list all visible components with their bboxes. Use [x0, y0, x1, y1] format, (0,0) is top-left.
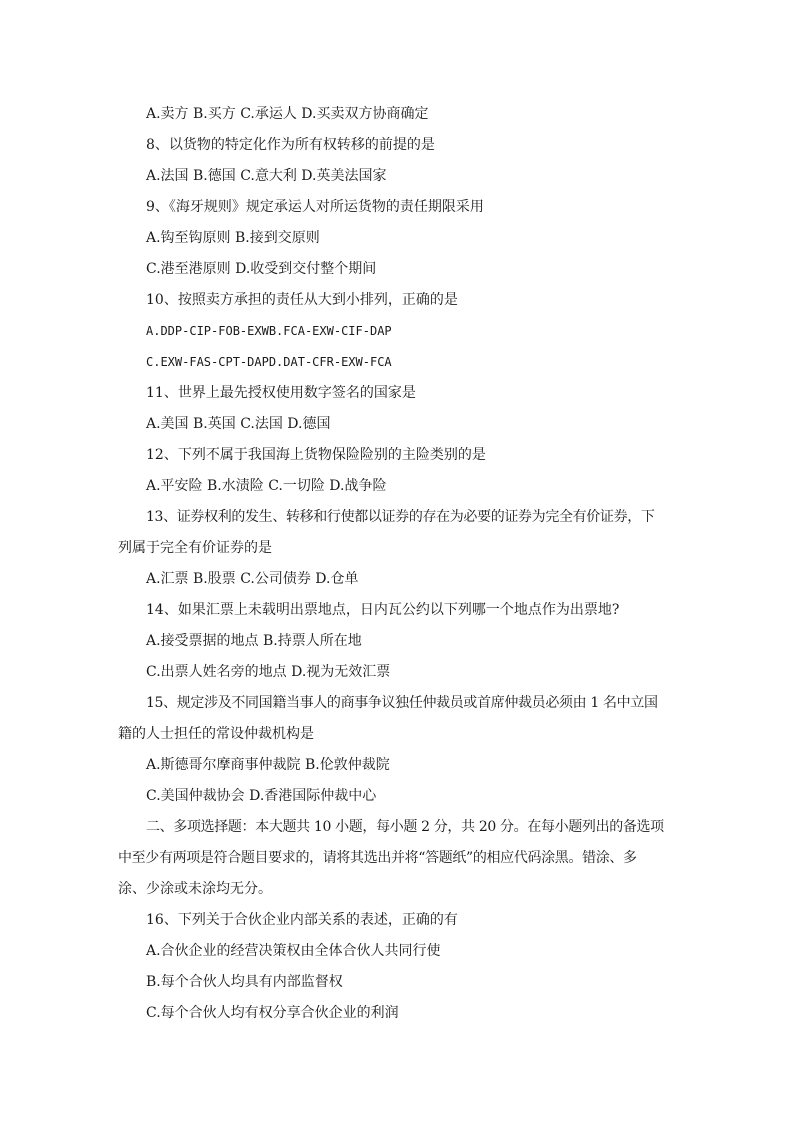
question-15-line-1: 15、规定涉及不同国籍当事人的商事争议独任仲裁员或首席仲裁员必须由 1 名中立国: [146, 695, 658, 711]
answer-options-q12: A.平安险 B.水渍险 C.一切险 D.战争险: [146, 478, 387, 494]
answer-options-q9-ab: A.钩至钩原则 B.接到交原则: [146, 230, 320, 246]
answer-options-q10-cd: C.EXW-FAS-CPT-DAPD.DAT-CFR-EXW-FCA: [146, 355, 392, 369]
answer-options-q15-ab: A.斯德哥尔摩商事仲裁院 B.伦敦仲裁院: [146, 757, 390, 773]
answer-option-q16-a: A.合伙企业的经营决策权由全体合伙人共同行使: [146, 943, 441, 959]
question-8: 8、以货物的特定化作为所有权转移的前提的是: [146, 137, 435, 153]
question-11: 11、世界上最先授权使用数字签名的国家是: [146, 385, 416, 401]
question-14: 14、如果汇票上未载明出票地点，日内瓦公约以下列哪一个地点作为出票地?: [146, 602, 620, 618]
answer-options-q8: A.法国 B.德国 C.意大利 D.英美法国家: [146, 168, 387, 184]
question-16: 16、下列关于合伙企业内部关系的表述，正确的有: [146, 912, 458, 928]
answer-option-q16-c: C.每个合伙人均有权分享合伙企业的利润: [146, 1005, 399, 1021]
answer-option-q16-b: B.每个合伙人均具有内部监督权: [146, 974, 343, 990]
answer-options-q10-ab: A.DDP-CIP-FOB-EXWB.FCA-EXW-CIF-DAP: [146, 324, 392, 338]
answer-options-q11: A.美国 B.英国 C.法国 D.德国: [146, 416, 331, 432]
question-10: 10、按照卖方承担的责任从大到小排列，正确的是: [146, 292, 458, 308]
question-13-line-1: 13、证券权利的发生、转移和行使都以证券的存在为必要的证券为完全有价证券，下: [146, 509, 655, 525]
question-13-line-2: 列属于完全有价证券的是: [118, 540, 272, 556]
section-2-heading-line-2: 中至少有两项是符合题目要求的，请将其选出并将“答题纸”的相应代码涂黑。错涂、多: [118, 850, 637, 866]
answer-options-q13: A.汇票 B.股票 C.公司债券 D.仓单: [146, 571, 359, 587]
question-9: 9、《海牙规则》规定承运人对所运货物的责任期限采用: [146, 199, 484, 215]
answer-options-q9-cd: C.港至港原则 D.收受到交付整个期间: [146, 261, 377, 277]
answer-options-q14-ab: A.接受票据的地点 B.持票人所在地: [146, 633, 362, 649]
answer-options-q15-cd: C.美国仲裁协会 D.香港国际仲裁中心: [146, 788, 377, 804]
section-2-heading-line-1: 二、多项选择题：本大题共 10 小题，每小题 2 分，共 20 分。在每小题列出的备选项: [146, 819, 664, 835]
answer-options-q14-cd: C.出票人姓名旁的地点 D.视为无效汇票: [146, 664, 391, 680]
section-2-heading-line-3: 涂、少涂或未涂均无分。: [118, 881, 272, 897]
question-12: 12、下列不属于我国海上货物保险险别的主险类别的是: [146, 447, 486, 463]
question-15-line-2: 籍的人士担任的常设仲裁机构是: [118, 726, 314, 742]
answer-options-q7: A.卖方 B.买方 C.承运人 D.买卖双方协商确定: [146, 106, 429, 122]
